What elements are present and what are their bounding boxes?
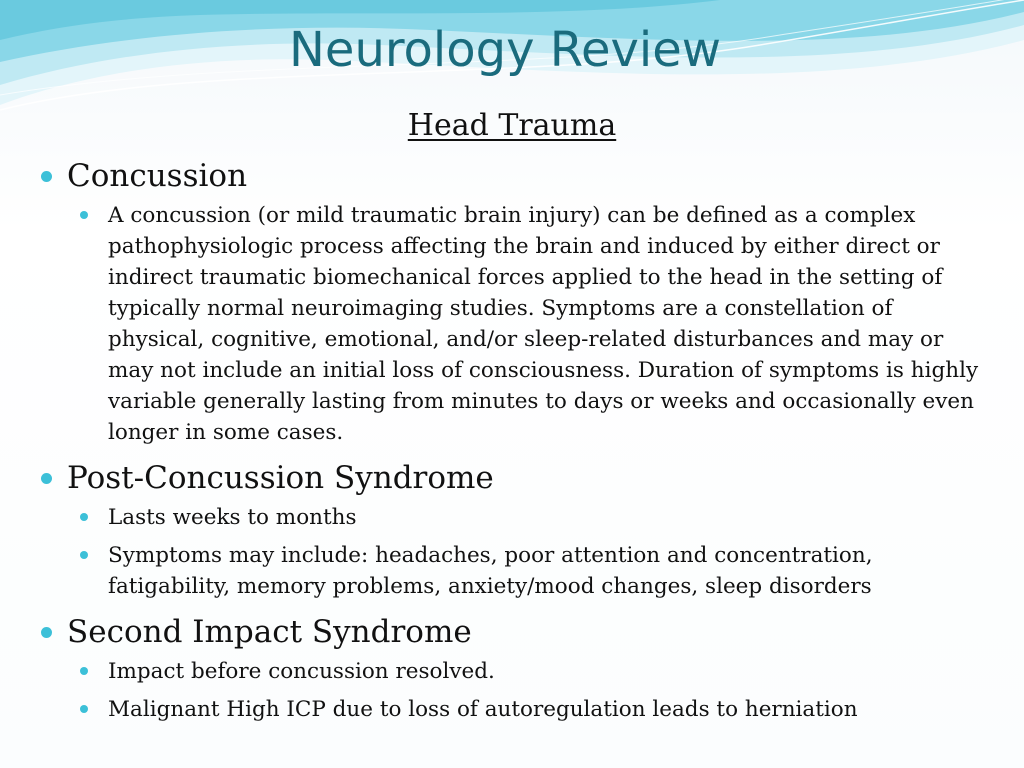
bullet-text: Post-Concussion Syndrome — [67, 460, 494, 496]
sub-bullet-duration — [38, 502, 988, 533]
sub-bullet-dot-icon — [80, 551, 88, 559]
sub-bullet-text: Malignant High ICP due to loss of autoregulation leads to herniation — [108, 697, 858, 722]
bullet-second-impact-syndrome — [38, 612, 988, 652]
bullet-dot-icon — [41, 171, 52, 182]
sub-bullet-concussion-definition — [38, 200, 988, 448]
bullet-list — [38, 152, 988, 725]
sub-bullet-dot-icon — [80, 513, 88, 521]
sub-bullet-dot-icon — [80, 667, 88, 675]
slide-subtitle: Head Trauma — [407, 108, 617, 143]
sub-bullet-dot-icon — [80, 705, 88, 713]
sub-bullet-symptoms — [38, 540, 988, 602]
bullet-concussion — [38, 156, 988, 196]
sub-bullet-malignant-icp — [38, 694, 988, 725]
bullet-dot-icon — [41, 627, 52, 638]
bullet-dot-icon — [41, 473, 52, 484]
sub-bullet-text: Impact before concussion resolved. — [108, 659, 495, 684]
sub-bullet-impact-before — [38, 656, 988, 687]
bullet-text: Concussion — [67, 158, 248, 194]
sub-bullet-text: A concussion (or mild traumatic brain injury) can be defined as a complex pathophysiologic process affecting the brain and induced by either direct or indirect traumatic biomechanical forces applied to the head in the setting of typically normal neuroimaging studies. Symptoms are a constellation of physical, cognitive, emotional, and/or sleep-related disturbances and may or may not include an initial loss of consciousness. Duration of symptoms is highly variable generally lasting from minutes to days or weeks and occasionally even longer in some cases. — [108, 203, 979, 445]
slide-title: Neurology Review — [289, 22, 721, 78]
sub-bullet-text: Lasts weeks to months — [108, 505, 357, 530]
bullet-text: Second Impact Syndrome — [67, 614, 472, 650]
sub-bullet-dot-icon — [80, 211, 88, 219]
bullet-post-concussion-syndrome — [38, 458, 988, 498]
sub-bullet-text: Symptoms may include: headaches, poor attention and concentration, fatigability, memory problems, anxiety/mood changes, sleep disorders — [108, 543, 873, 599]
